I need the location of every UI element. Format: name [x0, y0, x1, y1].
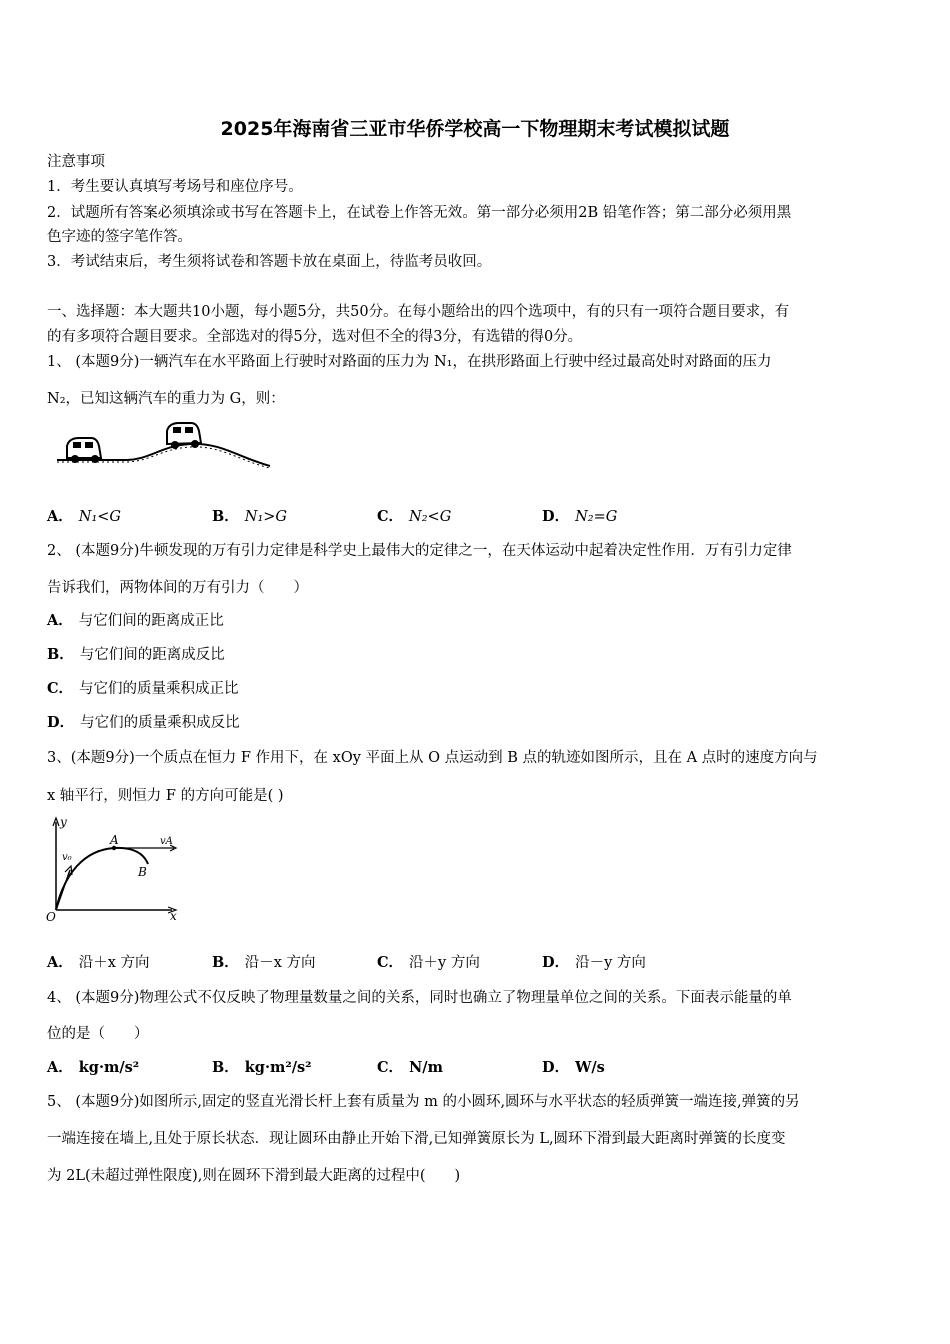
section-intro: 的有多项符合题目要求。全部选对的得5分，选对但不全的得3分，有选错的得0分。: [47, 329, 583, 345]
option-label: D．: [47, 714, 75, 731]
option-label: B．: [47, 646, 74, 663]
option-text: N₁<G: [78, 509, 121, 525]
option-text: 沿＋y 方向: [409, 955, 480, 971]
question-3-option-c[interactable]: [377, 953, 480, 973]
option-text: 与它们间的距离成正比: [78, 613, 224, 629]
option-text: 与它们间的距离成反比: [79, 647, 225, 663]
option-label: C．: [377, 508, 404, 525]
question-2-option-c[interactable]: [47, 679, 239, 699]
option-label: A．: [47, 1059, 73, 1076]
option-label: B．: [212, 508, 239, 525]
question-1-option-a[interactable]: [47, 507, 121, 527]
v0-vector: [56, 870, 70, 910]
option-text: N₂<G: [409, 509, 452, 525]
option-label: D．: [542, 508, 570, 525]
question-2-stem: 告诉我们，两物体间的万有引力（ ）: [47, 580, 308, 596]
point-b-label: B: [138, 865, 147, 879]
question-4-stem: 4、 (本题9分)物理公式不仅反映了物理量数量之间的关系，同时也确立了物理量单位之间的关系。下面表示能量的单: [47, 990, 792, 1006]
option-label: D．: [542, 954, 570, 971]
question-3-option-a[interactable]: [47, 953, 150, 973]
va-label: vA: [160, 836, 173, 847]
option-text: N₁>G: [244, 509, 287, 525]
question-1-option-d[interactable]: [542, 507, 617, 527]
point-a-label: A: [110, 833, 119, 847]
question-1-option-c[interactable]: [377, 507, 451, 527]
trajectory-figure: [44, 814, 184, 922]
question-3-stem: 3、(本题9分)一个质点在恒力 F 作用下，在 xOy 平面上从 O 点运动到 B 点的轨迹如图所示，且在 A 点时的速度方向与: [47, 750, 818, 766]
option-text: kg·m/s²: [78, 1059, 140, 1076]
option-text: 与它们的质量乘积成反比: [80, 715, 240, 731]
question-1-option-b[interactable]: [212, 507, 287, 527]
page-title: 2025年海南省三亚市华侨学校高一下物理期末考试模拟试题: [220, 118, 730, 140]
option-text: 与它们的质量乘积成正比: [79, 681, 239, 697]
option-label: B．: [212, 954, 239, 971]
option-text: 沿＋x 方向: [78, 955, 150, 971]
question-5-stem: 5、 (本题9分)如图所示,固定的竖直光滑长杆上套有质量为 m 的小圆环,圆环与水平状态的轻质弹簧一端连接,弹簧的另: [47, 1094, 800, 1110]
option-label: A．: [47, 508, 73, 525]
question-3-stem: x 轴平行，则恒力 F 的方向可能是( ): [47, 788, 284, 804]
question-2-option-b[interactable]: [47, 645, 225, 665]
question-5-stem: 一端连接在墙上,且处于原长状态．现让圆环由静止开始下滑,已知弹簧原长为 L,圆环下滑到最大距离时弹簧的长度变: [47, 1131, 786, 1147]
question-3-option-b[interactable]: [212, 953, 316, 973]
option-label: C．: [47, 680, 74, 697]
question-4-option-a[interactable]: [47, 1058, 139, 1078]
origin-label: O: [46, 910, 56, 922]
arched-road-figure: [55, 418, 275, 476]
option-label: C．: [377, 1059, 404, 1076]
option-text: N₂=G: [575, 509, 618, 525]
option-label: A．: [47, 954, 73, 971]
x-axis-label: x: [170, 909, 177, 922]
section-intro: 一、选择题：本大题共10小题，每小题5分，共50分。在每小题给出的四个选项中，有的只有一项符合题目要求，有: [47, 304, 790, 320]
question-2-stem: 2、 (本题9分)牛顿发现的万有引力定律是科学史上最伟大的定律之一，在天体运动中起着决定性作用．万有引力定律: [47, 543, 792, 559]
option-label: C．: [377, 954, 404, 971]
question-4-stem: 位的是（ ）: [47, 1026, 149, 1042]
question-3-option-d[interactable]: [542, 953, 646, 973]
option-label: D．: [542, 1059, 570, 1076]
notice-heading: 注意事项: [47, 154, 105, 170]
option-label: B．: [212, 1059, 239, 1076]
option-label: A．: [47, 612, 73, 629]
option-text: kg·m²/s²: [244, 1059, 312, 1076]
option-text: 沿－x 方向: [244, 955, 316, 971]
notice-item: 2．试题所有答案必须填涂或书写在答题卡上，在试卷上作答无效。第一部分必须用2B 铅笔作答；第二部分必须用黑: [47, 205, 792, 221]
notice-item: 色字迹的签字笔作答。: [47, 229, 192, 245]
question-4-option-b[interactable]: [212, 1058, 312, 1078]
v0-label: v₀: [62, 852, 72, 863]
question-4-option-d[interactable]: [542, 1058, 605, 1078]
question-2-option-a[interactable]: [47, 611, 224, 631]
question-2-option-d[interactable]: [47, 713, 240, 733]
y-axis-label: y: [60, 815, 67, 829]
option-text: N/m: [409, 1059, 443, 1076]
option-text: W/s: [575, 1059, 605, 1076]
question-1-stem: 1、 (本题9分)一辆汽车在水平路面上行驶时对路面的压力为 N₁，在拱形路面上行驶中经过最高处时对路面的压力: [47, 354, 772, 370]
question-1-stem: N₂，已知这辆汽车的重力为 G，则：: [47, 391, 285, 407]
notice-item: 1．考生要认真填写考场号和座位序号。: [47, 179, 303, 195]
question-4-option-c[interactable]: [377, 1058, 443, 1078]
question-5-stem: 为 2L(未超过弹性限度),则在圆环下滑到最大距离的过程中( ): [47, 1168, 461, 1184]
option-text: 沿－y 方向: [575, 955, 646, 971]
notice-item: 3．考试结束后，考生须将试卷和答题卡放在桌面上，待监考员收回。: [47, 254, 492, 270]
